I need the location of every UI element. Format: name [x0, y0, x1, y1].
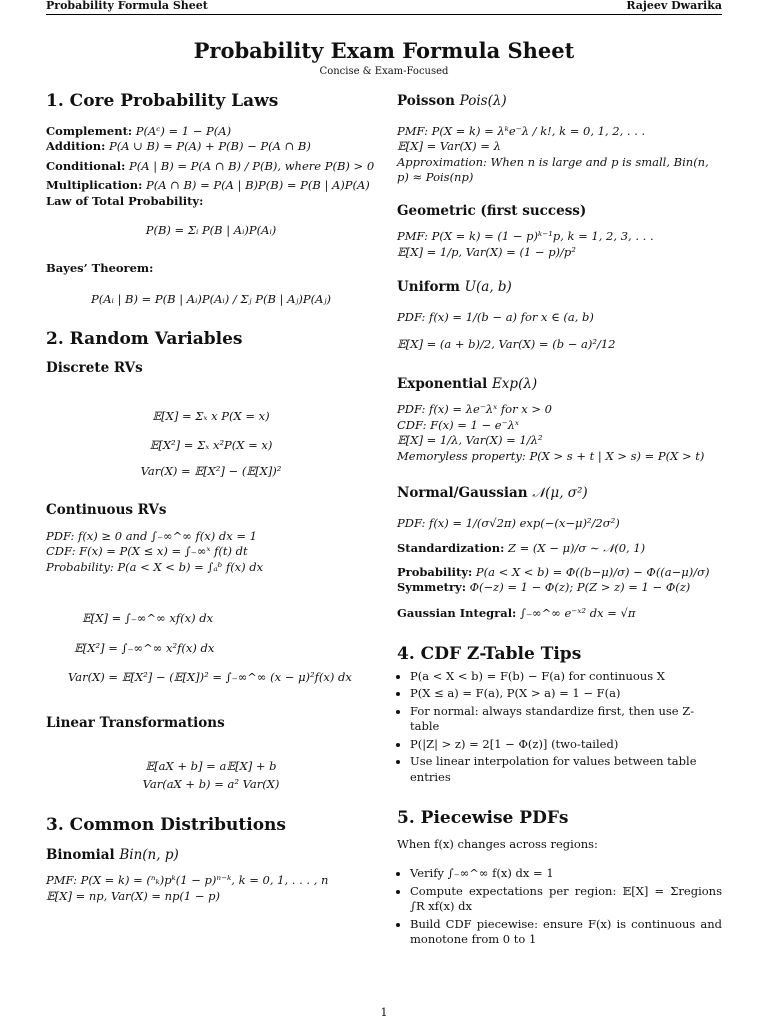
subsection-heading: Binomial Bin(n, p) [46, 846, 179, 863]
display-formula: 𝔼[X²] = ∫₋∞^∞ x²f(x) dx [74, 640, 215, 655]
display-formula: 𝔼[X] = ∫₋∞^∞ xf(x) dx [82, 611, 214, 625]
formula-line: CDF: F(x) = P(X ≤ x) = ∫₋∞ˣ f(t) dt [46, 544, 248, 558]
section-heading: 5. Piecewise PDFs [397, 808, 569, 828]
display-formula: Var(X) = 𝔼[X²] − (𝔼[X])² [140, 463, 282, 478]
formula-line: Standardization: Z = (X − μ)/σ ∼ 𝒩(0, 1) [397, 541, 646, 555]
subsection-heading: Poisson Pois(λ) [397, 93, 507, 109]
formula-line: PMF: P(X = k) = (ⁿₖ)pᵏ(1 − p)ⁿ⁻ᵏ, k = 0, 1, . . . , n [46, 873, 329, 887]
formula-line: PMF: P(X = k) = (1 − p)ᵏ⁻¹p, k = 1, 2, 3, . . . [397, 229, 654, 243]
formula-line: Addition: P(A ∪ B) = P(A) + P(B) − P(A ∩ B) [46, 139, 311, 153]
list-item: • For normal: always standardize first, then use Z-table [410, 704, 722, 735]
formula-line: Probability: P(a < X < b) = ∫ₐᵇ f(x) dx [46, 559, 264, 574]
list-item: • Build CDF piecewise: ensure F(x) is continuous and monotone from 0 to 1 [410, 917, 722, 948]
formula-line: Multiplication: P(A ∩ B) = P(A | B)P(B) = P(B | A)P(A) [46, 178, 370, 192]
formula-line: 𝔼[X] = Var(X) = λ [397, 139, 501, 153]
subsection-heading: Uniform U(a, b) [397, 279, 512, 295]
subsection-heading: Discrete RVs [46, 360, 143, 376]
page-subtitle: Concise & Exam-Focused [319, 66, 449, 77]
page-title: Probability Exam Formula Sheet [193, 38, 575, 63]
section-heading: 4. CDF Z-Table Tips [397, 644, 582, 664]
section-heading: 2. Random Variables [46, 328, 243, 349]
formula-label: Law of Total Probability: [46, 193, 204, 208]
formula-line: PDF: f(x) = 1/(b − a) for x ∈ (a, b) [397, 309, 594, 324]
formula-line: Gaussian Integral: ∫₋∞^∞ e⁻ˣ² dx = √π [397, 605, 636, 620]
paragraph: When f(x) changes across regions: [397, 836, 598, 851]
subsection-heading: Geometric (first success) [397, 202, 587, 219]
list-item: • P(a < X < b) = F(b) − F(a) for continuous X [410, 669, 722, 685]
display-formula: Var(X) = 𝔼[X²] − (𝔼[X])² = ∫₋∞^∞ (x − μ)²f(x) dx [68, 670, 352, 684]
formula-line: Memoryless property: P(X > s + t | X > s) = P(X > t) [397, 448, 705, 463]
piecewise-list [397, 866, 722, 948]
formula-label: Bayes’ Theorem: [46, 260, 154, 275]
formula-line: Complement: P(Aᶜ) = 1 − P(A) [46, 123, 232, 138]
page-number: 1 [380, 1006, 388, 1019]
display-formula: Var(aX + b) = a² Var(X) [142, 776, 280, 791]
subsection-heading: Linear Transformations [46, 714, 225, 731]
section-heading: 3. Common Distributions [46, 815, 286, 835]
display-formula: 𝔼[X] = Σₓ x P(X = x) [152, 408, 270, 423]
running-header [46, 0, 722, 15]
display-formula: 𝔼[X²] = Σₓ x²P(X = x) [149, 438, 273, 452]
formula-line: Symmetry: Φ(−z) = 1 − Φ(z); P(Z > z) = 1 − Φ(z) [397, 580, 691, 594]
left-column [46, 88, 376, 904]
list-item: • P(|Z| > z) = 2[1 − Φ(z)] (two-tailed) [410, 737, 722, 753]
formula-line: PDF: f(x) ≥ 0 and ∫₋∞^∞ f(x) dx = 1 [46, 528, 257, 543]
header-right: Rajeev Dwarika [626, 0, 722, 12]
formula-line: 𝔼[X] = 1/p, Var(X) = (1 − p)/p² [397, 244, 576, 259]
formula-line: PDF: f(x) = λe⁻λˣ for x > 0 [397, 402, 552, 416]
formula-line: Conditional: P(A | B) = P(A ∩ B) / P(B), where P(B) > 0 [46, 158, 375, 173]
formula-line: 𝔼[X] = np, Var(X) = np(1 − p) [46, 888, 221, 903]
display-formula: P(B) = Σᵢ P(B | Aᵢ)P(Aᵢ) [145, 223, 277, 237]
list-item: • Use linear interpolation for values between table entries [410, 754, 722, 785]
formula-line: 𝔼[X] = 1/λ, Var(X) = 1/λ² [397, 433, 543, 447]
header-left: Probability Formula Sheet [46, 0, 208, 12]
formula-line: PMF: P(X = k) = λᵏe⁻λ / k!, k = 0, 1, 2, . . . [397, 123, 646, 138]
section-heading: 1. Core Probability Laws [46, 91, 279, 111]
right-column [397, 88, 722, 950]
subsection-heading: Normal/Gaussian 𝒩(μ, σ²) [397, 485, 588, 501]
display-formula: P(Aᵢ | B) = P(B | Aᵢ)P(Aᵢ) / Σⱼ P(B | Aⱼ)P(Aⱼ) [91, 292, 331, 306]
formula-line: CDF: F(x) = 1 − e⁻λˣ [397, 417, 520, 432]
formula-line: Probability: P(a < X < b) = Φ((b−μ)/σ) − Φ((a−μ)/σ) [397, 564, 710, 579]
subsection-heading: Exponential Exp(λ) [397, 375, 538, 392]
tips-list [397, 669, 722, 786]
formula-line: 𝔼[X] = (a + b)/2, Var(X) = (b − a)²/12 [397, 337, 616, 351]
display-formula: 𝔼[aX + b] = a𝔼[X] + b [145, 759, 277, 773]
list-item: • P(X ≤ a) = F(a), P(X > a) = 1 − F(a) [410, 686, 722, 702]
formula-line: PDF: f(x) = 1/(σ√2π) exp(−(x−μ)²/2σ²) [397, 515, 620, 530]
subsection-heading: Continuous RVs [46, 502, 167, 518]
list-item: • Compute expectations per region: 𝔼[X] = Σregions ∫R xf(x) dx [410, 884, 722, 915]
list-item: • Verify ∫₋∞^∞ f(x) dx = 1 [410, 866, 722, 882]
formula-line: Approximation: When n is large and p is small, Bin(n, p) ≈ Pois(np) [397, 154, 709, 184]
